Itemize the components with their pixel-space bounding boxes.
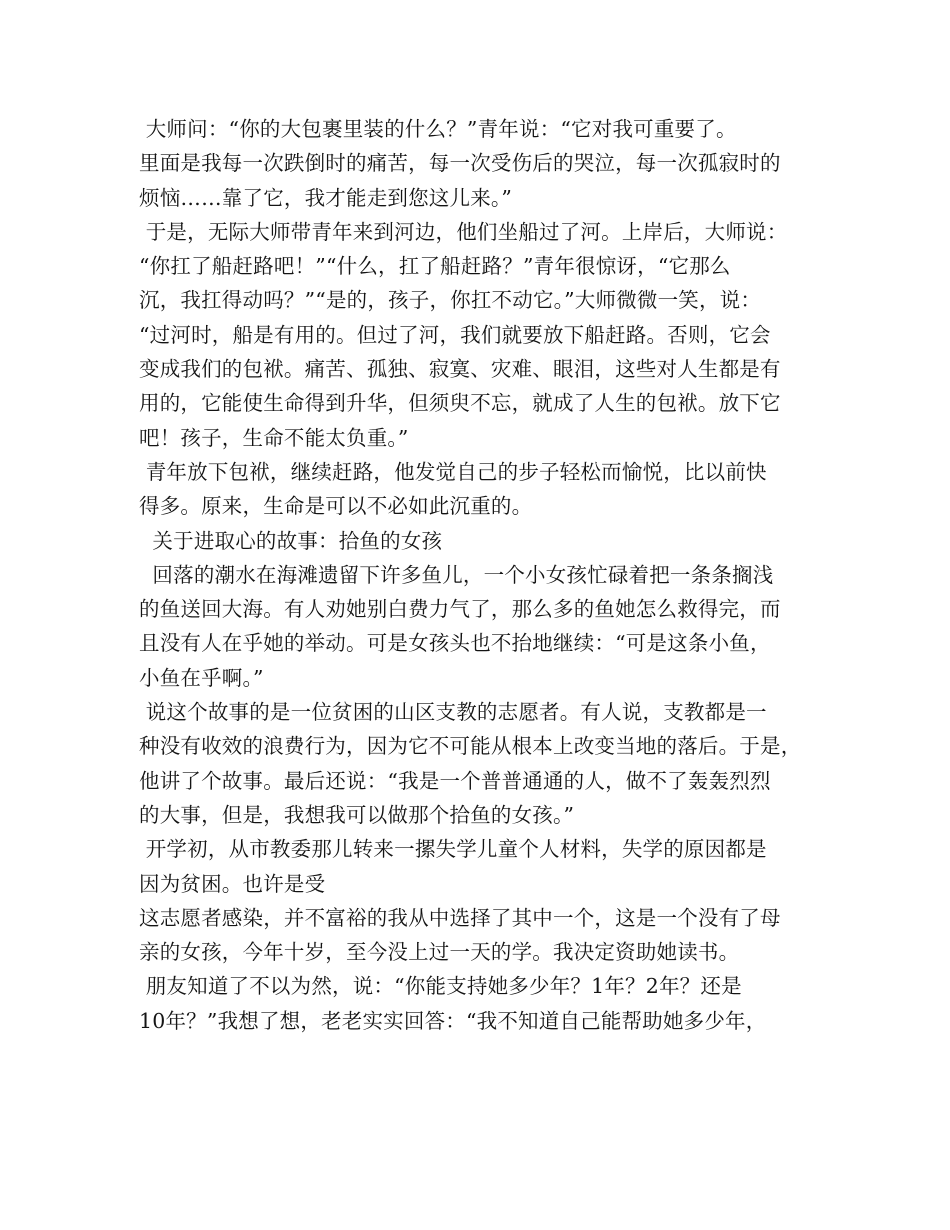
text-line: 用的，它能使生命得到升华，但须臾不忘，就成了人生的包袱。放下它 — [139, 391, 781, 416]
text-line: 因为贫困。也许是受 — [139, 871, 326, 896]
section-heading: 关于进取心的故事：拾鱼的女孩 — [139, 528, 443, 553]
text-line: 的大事，但是，我想我可以做那个拾鱼的女孩。” — [139, 802, 575, 827]
text-line: 回落的潮水在海滩遗留下许多鱼儿，一个小女孩忙碌着把一条条搁浅 — [139, 562, 774, 587]
text-line: “你扛了船赶路吧！”“什么，扛了船赶路？”青年很惊讶，“它那么 — [139, 254, 731, 279]
text-line: 说这个故事的是一位贫困的山区支教的志愿者。有人说，支教都是一 — [139, 700, 767, 725]
text-line: 吧！孩子，生命不能太负重。” — [139, 425, 409, 450]
text-line: 且没有人在乎她的举动。可是女孩头也不抬地继续：“可是这条小鱼， — [139, 631, 771, 656]
text-line: 他讲了个故事。最后还说：“我是一个普普通通的人，做不了轰轰烈烈 — [139, 768, 771, 793]
text-line: 沉，我扛得动吗？”“是的，孩子，你扛不动它。”大师微微一笑，说： — [139, 288, 762, 313]
text-line: 开学初，从市教委那儿转来一摞失学儿童个人材料，失学的原因都是 — [139, 837, 767, 862]
body-text — [139, 112, 829, 1038]
text-line: 亲的女孩，今年十岁，至今没上过一天的学。我决定资助她读书。 — [139, 940, 740, 965]
text-line: 青年放下包袱，继续赶路，他发觉自己的步子轻松而愉悦，比以前快 — [139, 459, 767, 484]
text-line: 烦恼……靠了它，我才能走到您这儿来。” — [139, 185, 513, 210]
text-line: 这志愿者感染，并不富裕的我从中选择了其中一个，这是一个没有了母 — [139, 905, 781, 930]
text-line: 10年？”我想了想，老老实实回答：“我不知道自己能帮助她多少年， — [139, 1008, 767, 1033]
text-line: 大师问：“你的大包裹里装的什么？”青年说：“它对我可重要了。 — [139, 117, 737, 141]
text-line: 种没有收效的浪费行为，因为它不可能从根本上改变当地的落后。于是， — [139, 734, 802, 759]
text-line: 得多。原来，生命是可以不必如此沉重的。 — [139, 494, 533, 519]
text-line: 于是，无际大师带青年来到河边，他们坐船过了河。上岸后，大师说： — [139, 219, 788, 244]
text-line: 里面是我每一次跌倒时的痛苦，每一次受伤后的哭泣，每一次孤寂时的 — [139, 151, 781, 176]
text-line: 的鱼送回大海。有人劝她别白费力气了，那么多的鱼她怎么救得完，而 — [139, 597, 781, 622]
text-line: 朋友知道了不以为然，说：“你能支持她多少年？1年？2年？还是 — [139, 974, 742, 999]
text-line: 小鱼在乎啊。” — [139, 665, 264, 690]
text-line: “过河时，船是有用的。但过了河，我们就要放下船赶路。否则，它会 — [139, 322, 771, 347]
text-line: 变成我们的包袱。痛苦、孤独、寂寞、灾难、眼泪，这些对人生都是有 — [139, 357, 781, 382]
